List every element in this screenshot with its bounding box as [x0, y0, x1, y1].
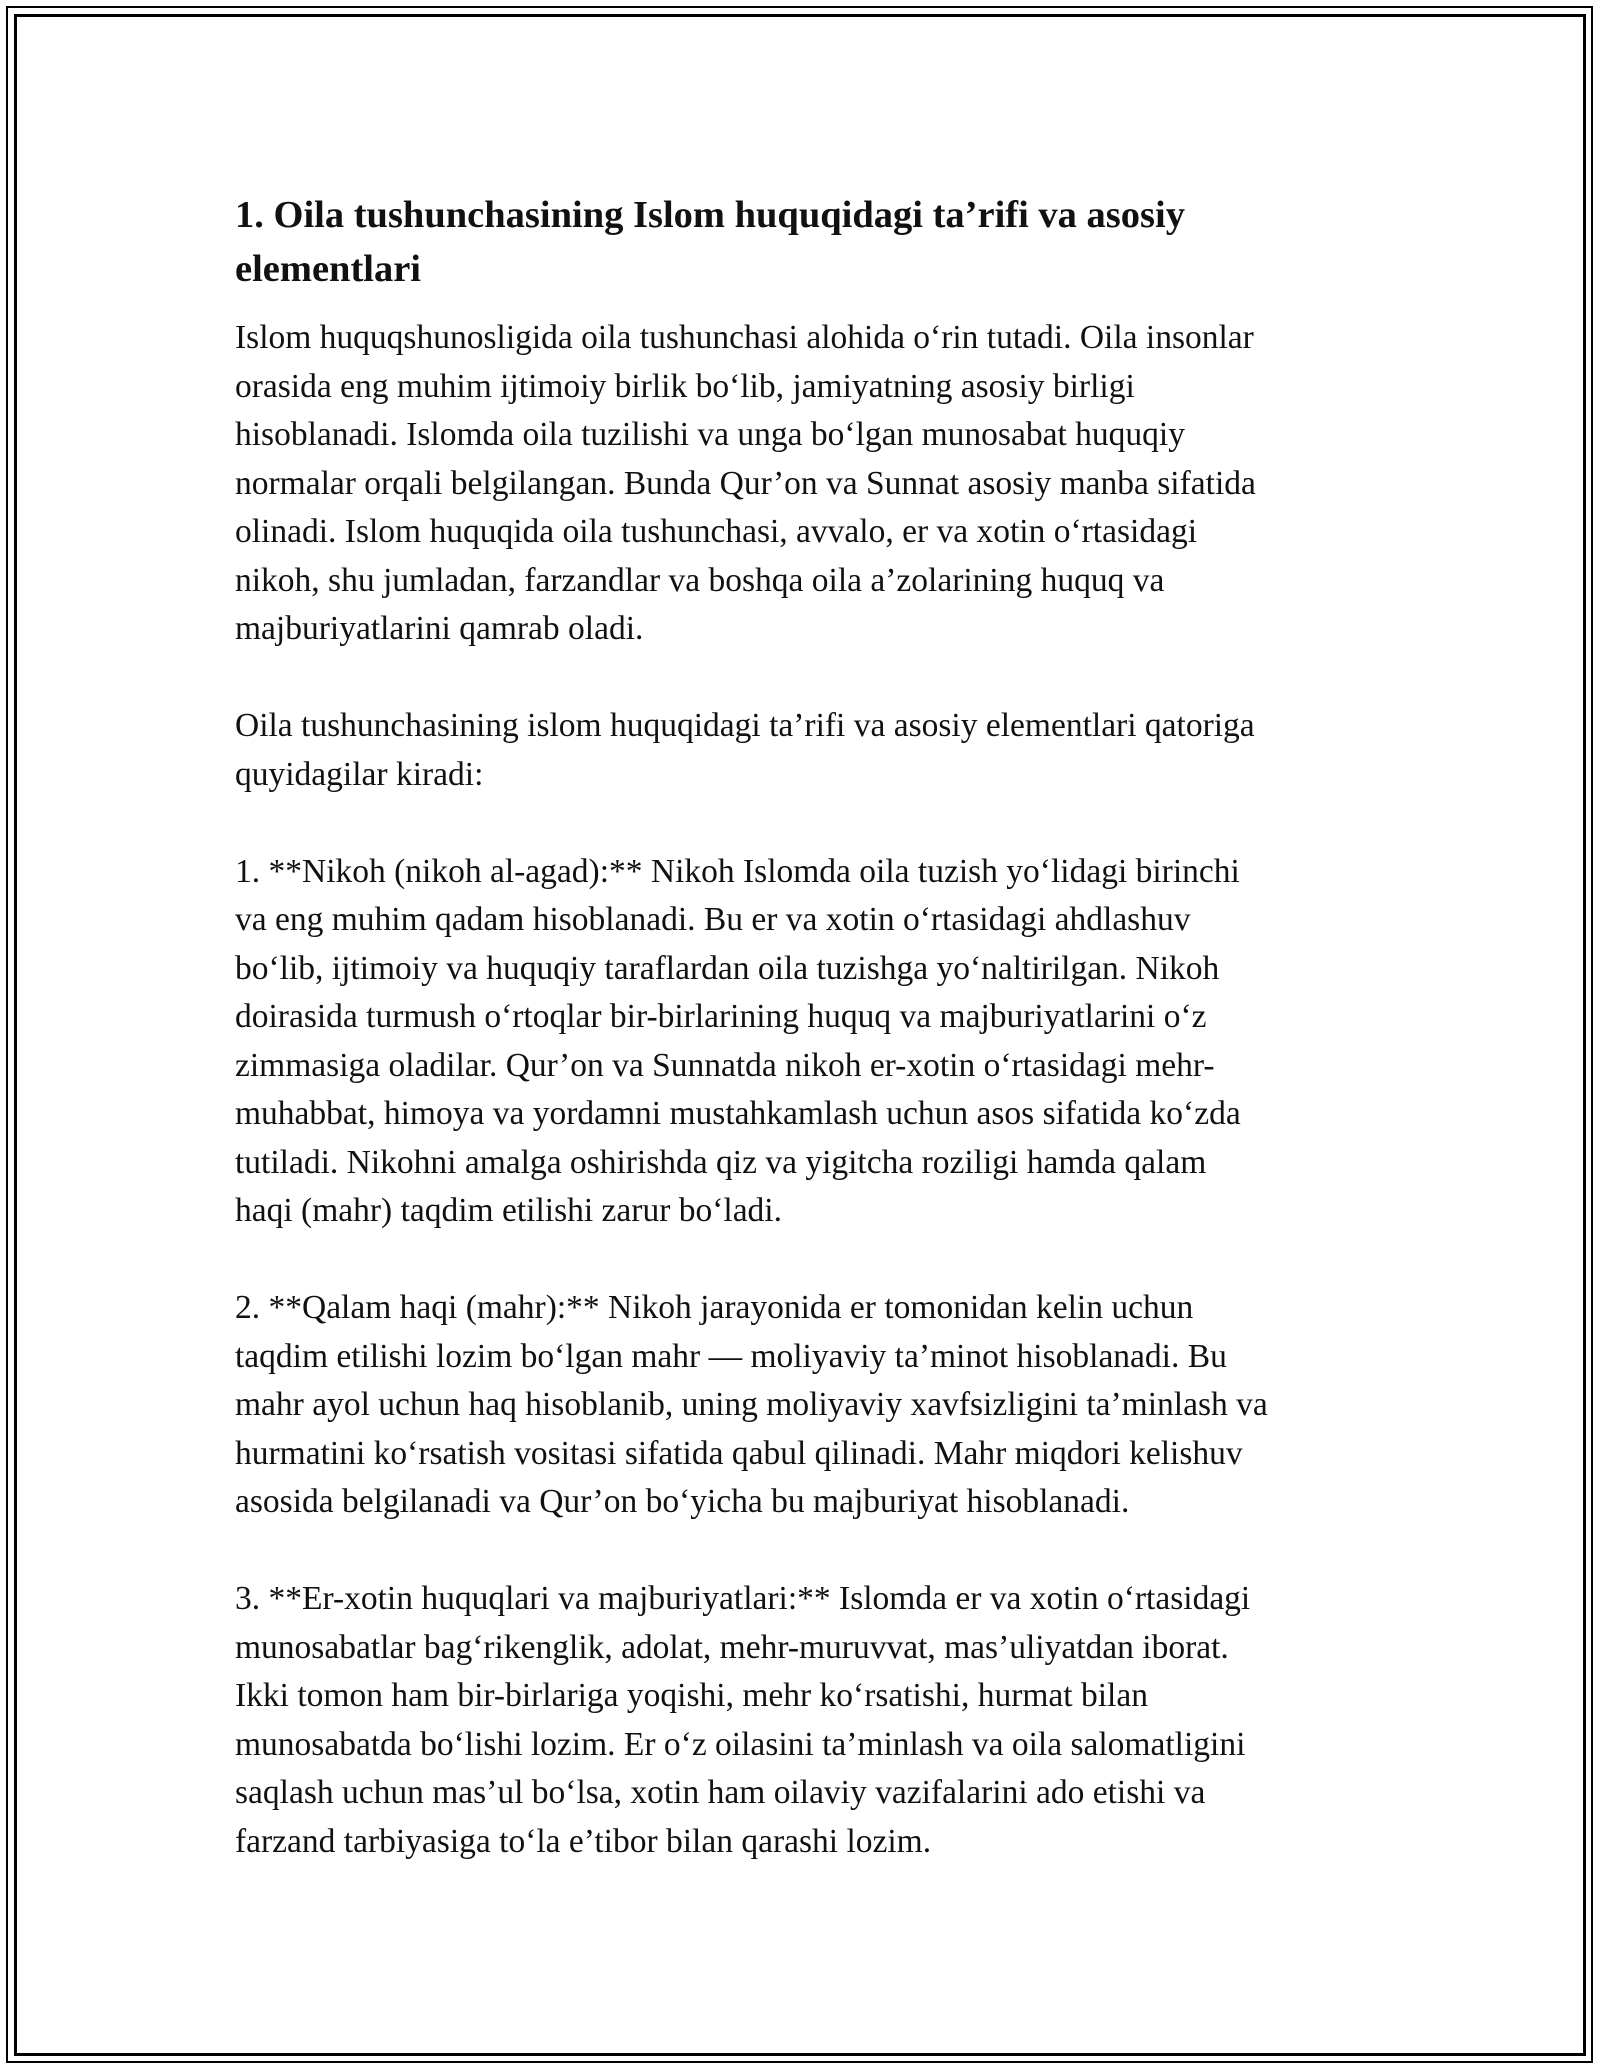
- list-item-nikoh: 1. **Nikoh (nikoh al-agad):** Nikoh Islomda oila tuzish yo‘lidagi birinchi va eng muhim qadam hisoblanadi. Bu er va xotin o‘rtasidagi ahdlashuv bo‘lib, ijtimoiy va huquqiy taraflardan oila tuzishga yo‘naltirilgan. Nikoh doirasida turmush o‘rtoqlar bir-birlarining huquq va majburiyatlarini o‘z zimmasiga oladilar. Qur’on va Sunnatda nikoh er-xotin o‘rtasidagi mehr- muhabbat, himoya va yordamni mustahkamlash uchun asos sifatida ko‘zda tutiladi. Nikohni amalga oshirishda qiz va yigitcha roziligi hamda qalam haqi (mahr) taqdim etilishi zarur bo‘ladi.: [235, 852, 1241, 1229]
- list-item-mahr: 2. **Qalam haqi (mahr):** Nikoh jarayonida er tomonidan kelin uchun taqdim etilishi lozim bo‘lgan mahr — moliyaviy ta’minot hisoblanadi. Bu mahr ayol uchun haq hisoblanib, uning moliyaviy xavfsizligini ta’minlash va hurmatini ko‘rsatish vositasi sifatida qabul qilinadi. Mahr miqdori kelishuv asosida belgilanadi va Qur’on bo‘yicha bu majburiyat hisoblanadi.: [235, 1289, 1268, 1520]
- document-body: [235, 188, 1370, 1866]
- section-heading: 1. Oila tushunchasining Islom huquqidagi ta’rifi va asosiy elementlari: [235, 194, 1185, 290]
- list-item-spouse-rights: 3. **Er-xotin huquqlari va majburiyatlari:** Islomda er va xotin o‘rtasidagi munosabatlar bag‘rikenglik, adolat, mehr-muruvvat, mas’uliyatdan iborat. Ikki tomon ham bir-birlariga yoqishi, mehr ko‘rsatishi, hurmat bilan munosabatda bo‘lishi lozim. Er o‘z oilasini ta’minlash va oila salomatligini saqlash uchun mas’ul bo‘lsa, xotin ham oilaviy vazifalarini ado etishi va farzand tarbiyasiga to‘la e’tibor bilan qarashi lozim.: [235, 1580, 1251, 1860]
- intro-paragraph: Islom huquqshunosligida oila tushunchasi alohida o‘rin tutadi. Oila insonlar orasida eng muhim ijtimoiy birlik bo‘lib, jamiyatning asosiy birligi hisoblanadi. Islomda oila tuzilishi va unga bo‘lgan munosabat huquqiy normalar orqali belgilangan. Bunda Qur’on va Sunnat asosiy manba sifatida olinadi. Islom huquqida oila tushunchasi, avvalo, er va xotin o‘rtasidagi nikoh, shu jumladan, farzandlar va boshqa oila a’zolarining huquq va majburiyatlarini qamrab oladi.: [235, 319, 1256, 647]
- list-intro-paragraph: Oila tushunchasining islom huquqidagi ta’rifi va asosiy elementlari qatoriga quyidagilar kiradi:: [235, 707, 1255, 793]
